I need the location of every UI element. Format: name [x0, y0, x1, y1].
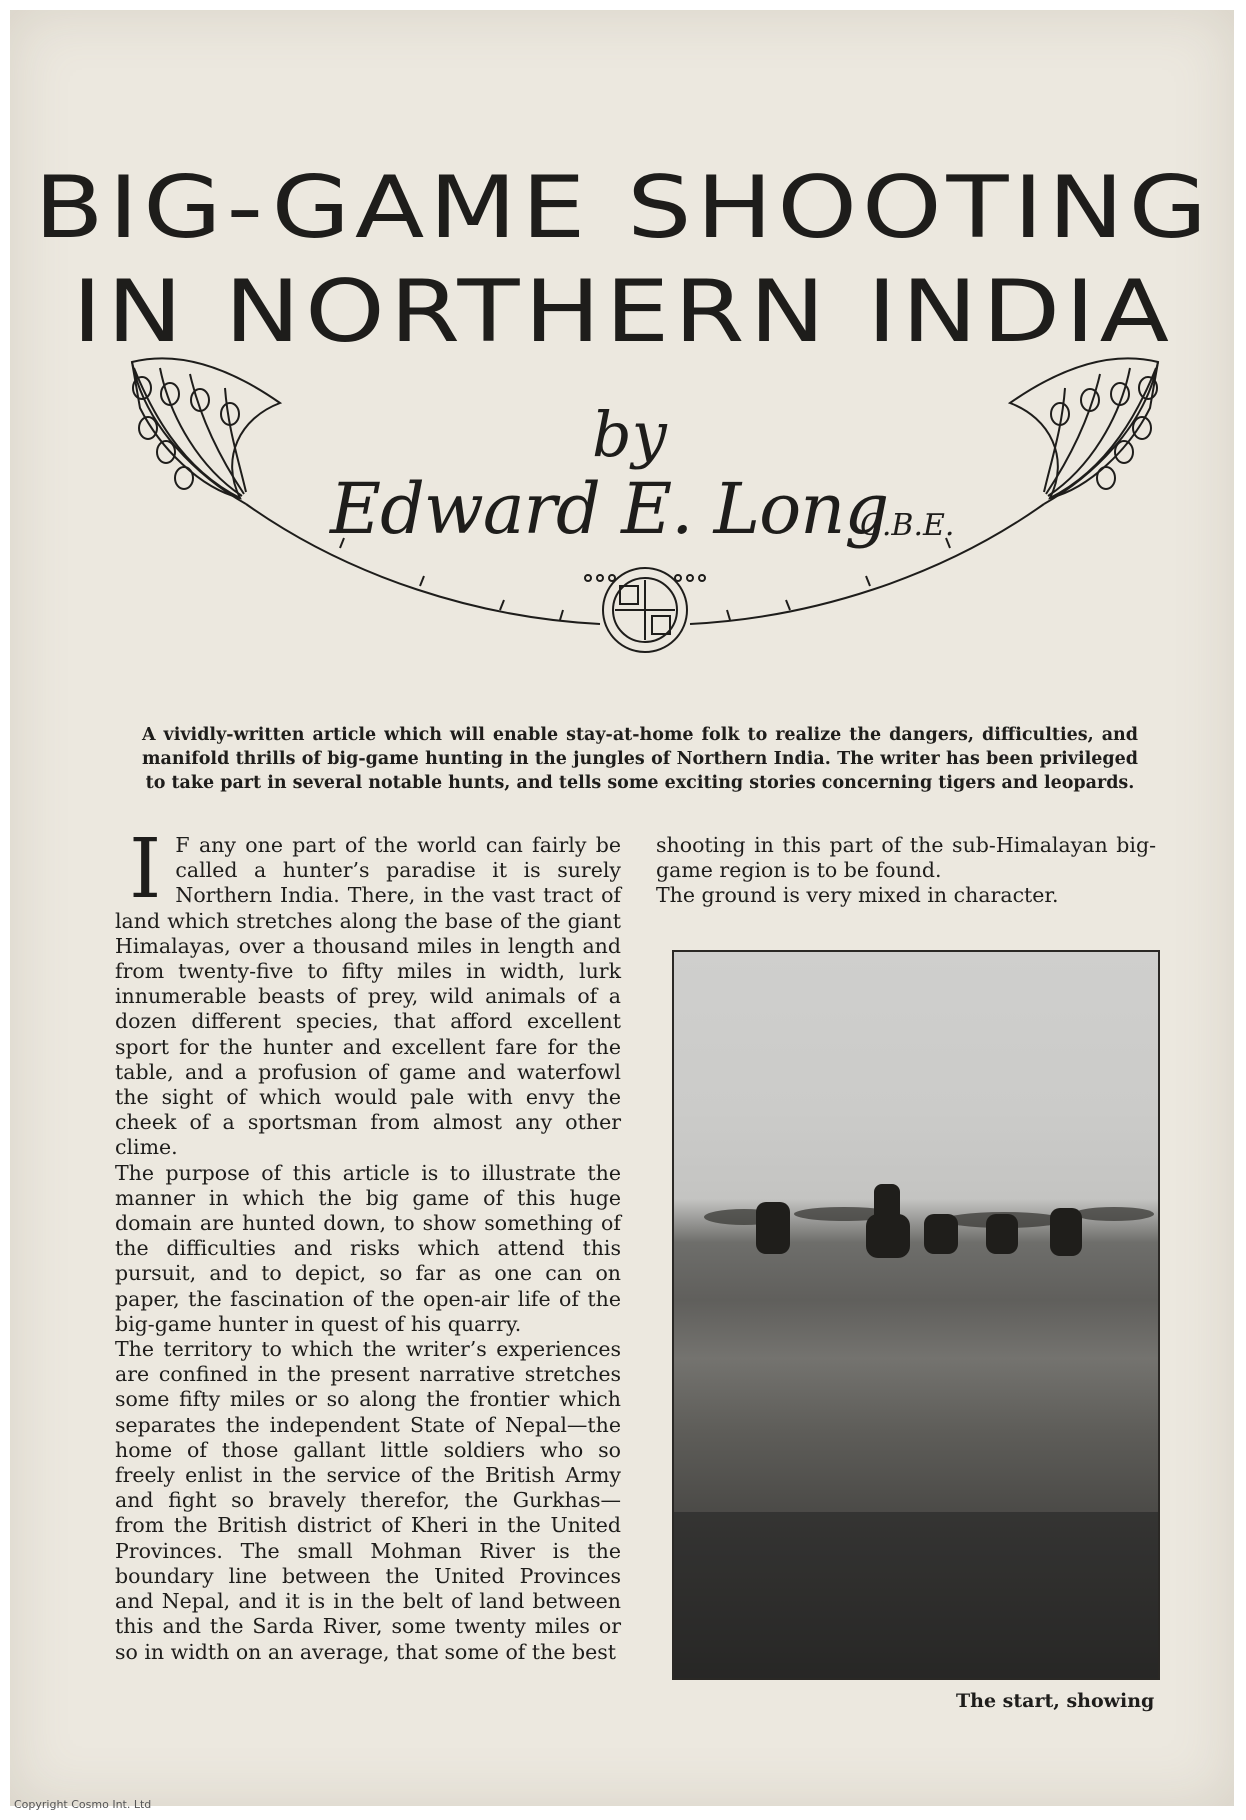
author-honours: C.B.E. [860, 508, 955, 543]
article-standfirst: A vividly-written article which will enable stay-at-home folk to realize the dangers, difficulties, and manifold thrills of big-game hunting in the jungles of Northern India. The writer has been privileged to take part in several notable hunts, and tells some exciting stories concerning tigers and leopards. [142, 725, 1138, 793]
body-paragraph-3: The territory to which the writer’s experiences are confined in the present narrative stretches some fifty miles or so along the frontier which separates the independent State of Nepal—the home of those gallant little soldiers who so freely enlist in the service of the British Army and fight so bravely therefor, the Gurkhas—from the British district of Kheri in the United Provinces. The small Mohman River is the boundary line between the United Provinces and Nepal, and it is in the belt of land between this and the Sarda River, some twenty miles or so in width on an average, that some of the best [115, 1337, 621, 1664]
body-paragraph-4: shooting in this part of the sub-Himalayan big-game region is to be found. [656, 833, 1156, 883]
body-paragraph-2: The purpose of this article is to illustrate the manner in which the big game of this huge domain are hunted down, to show something of the difficulties and risks which attend this pursuit, and to depict, so far as one can on paper, the fascination of the open-air life of the big-game hunter in quest of his quarry. [115, 1160, 621, 1336]
article-title-line-1: BIG-GAME SHOOTING [34, 158, 1212, 258]
drop-cap: I [129, 822, 162, 917]
body-paragraph-1: F any one part of the world can fairly be called a hunter’s paradise it is surely Northern India. There, in the vast tract of land which stretches along the base of the giant Himalayas, over a thousand miles in length and from twenty-five to fifty miles in width, lurk innumerable beasts of prey, wild animals of a dozen different species, that afford excellent sport for the hunter and excellent fare for the table, and a profusion of game and waterfowl the sight of which would pale with envy the cheek of a sportsman from almost any other clime. [115, 833, 621, 1160]
author-name: Edward E. Long [330, 468, 889, 550]
article-title-line-2: IN NORTHERN INDIA [72, 262, 1174, 362]
photo-scene [674, 952, 1158, 1678]
copyright-notice: Copyright Cosmo Int. Ltd [14, 1798, 152, 1811]
body-column-right [656, 833, 1156, 909]
byline-by: by [592, 398, 667, 471]
body-paragraph-5: The ground is very mixed in character. [656, 883, 1059, 908]
photo-caption: The start, showing [956, 1690, 1155, 1712]
body-column-left [115, 822, 621, 1665]
hunt-photograph [672, 950, 1160, 1680]
